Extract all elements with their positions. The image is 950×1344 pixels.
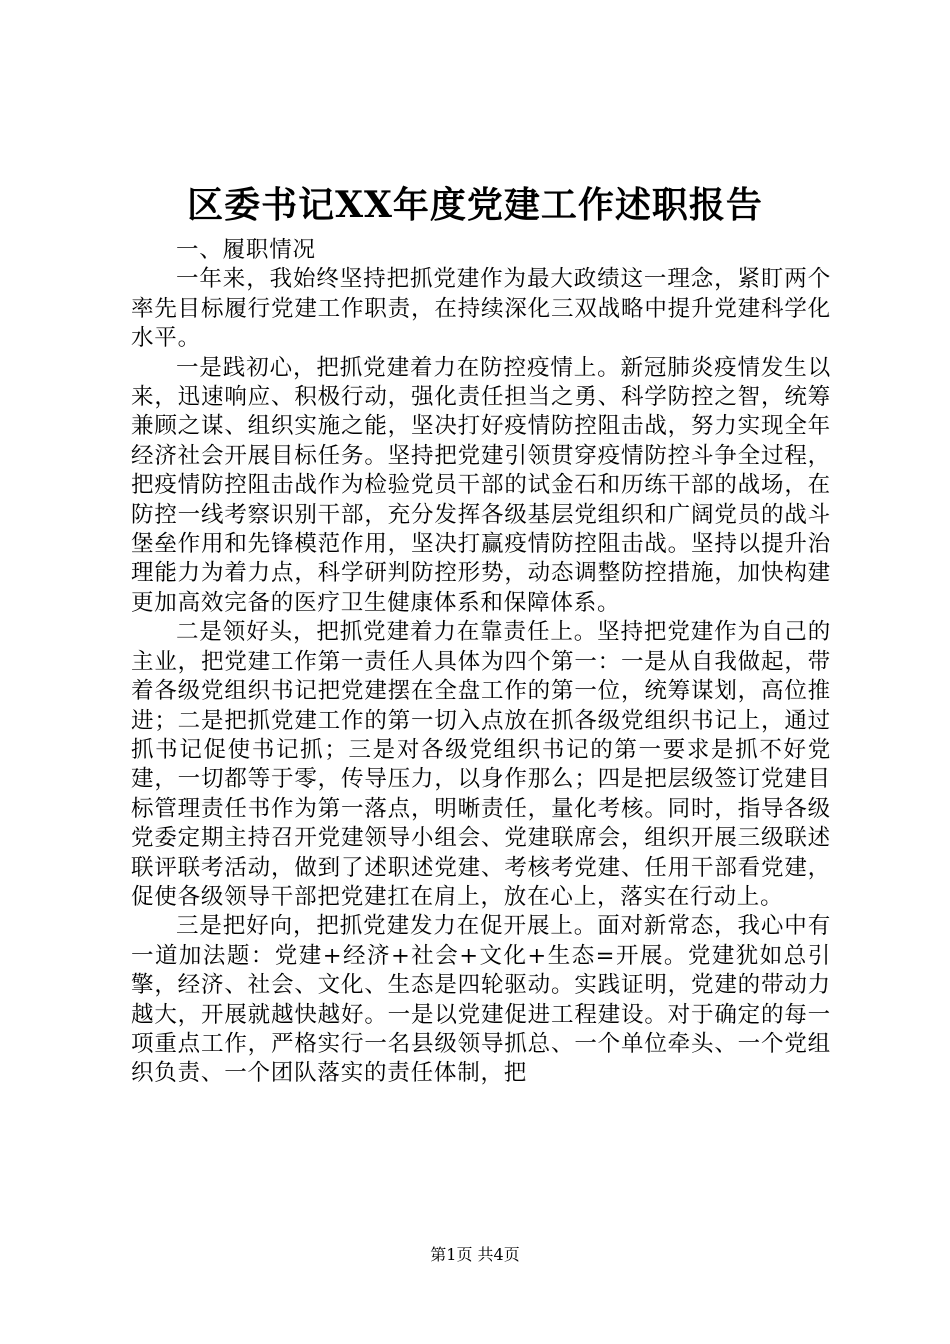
paragraph-development: 三是把好向，把抓党建发力在促开展上。面对新常态，我心中有一道加法题：党建+经济+社会+文化+生态=开展。党建犹如总引擎，经济、社会、文化、生态是四轮驱动。实践证明，党建的带动力越大，开展就越快越好。一是以党建促进工程建设。对于确定的每一项重点工作，严格实行一名县级领导抓总、一个单位牵头、一个党组织负责、一个团队落实的责任体制，把	[131, 913, 831, 1087]
paragraph-intro: 一年来，我始终坚持把抓党建作为最大政绩这一理念，紧盯两个率先目标履行党建工作职责，在持续深化三双战略中提升党建科学化水平。	[131, 266, 831, 352]
document-title: 区委书记XX年度党建工作述职报告	[187, 184, 763, 226]
section-heading: 一、履职情况	[176, 237, 316, 263]
page-number: 第1页 共4页	[430, 1245, 520, 1264]
paragraph-epidemic: 一是践初心，把抓党建着力在防控疫情上。新冠肺炎疫情发生以来，迅速响应、积极行动，强化责任担当之勇、科学防控之智，统筹兼顾之谋、组织实施之能，坚决打好疫情防控阻击战，努力实现全年经济社会开展目标任务。坚持把党建引领贯穿疫情防控斗争全过程，把疫情防控阻击战作为检验党员干部的试金石和历练干部的战场，在防控一线考察识别干部，充分发挥各级基层党组织和广阔党员的战斗堡垒作用和先锋模范作用，坚决打赢疫情防控阻击战。坚持以提升治理能力为着力点，科学研判防控形势，动态调整防控措施，加快构建更加高效完备的医疗卫生健康体系和保障体系。	[131, 354, 831, 616]
paragraph-responsibility: 二是领好头，把抓党建着力在靠责任上。坚持把党建作为自己的主业，把党建工作第一责任人具体为四个第一：一是从自我做起，带着各级党组织书记把党建摆在全盘工作的第一位，统筹谋划，高位推进；二是把抓党建工作的第一切入点放在抓各级党组织书记上，通过抓书记促使书记抓；三是对各级党组织书记的第一要求是抓不好党建，一切都等于零，传导压力，以身作那么；四是把层级签订党建目标管理责任书作为第一落点，明晰责任，量化考核。同时，指导各级党委定期主持召开党建领导小组会、党建联席会，组织开展三级联述联评联考活动，做到了述职述党建、考核考党建、任用干部看党建，促使各级领导干部把党建扛在肩上，放在心上，落实在行动上。	[131, 619, 831, 910]
document-body	[131, 236, 831, 1089]
